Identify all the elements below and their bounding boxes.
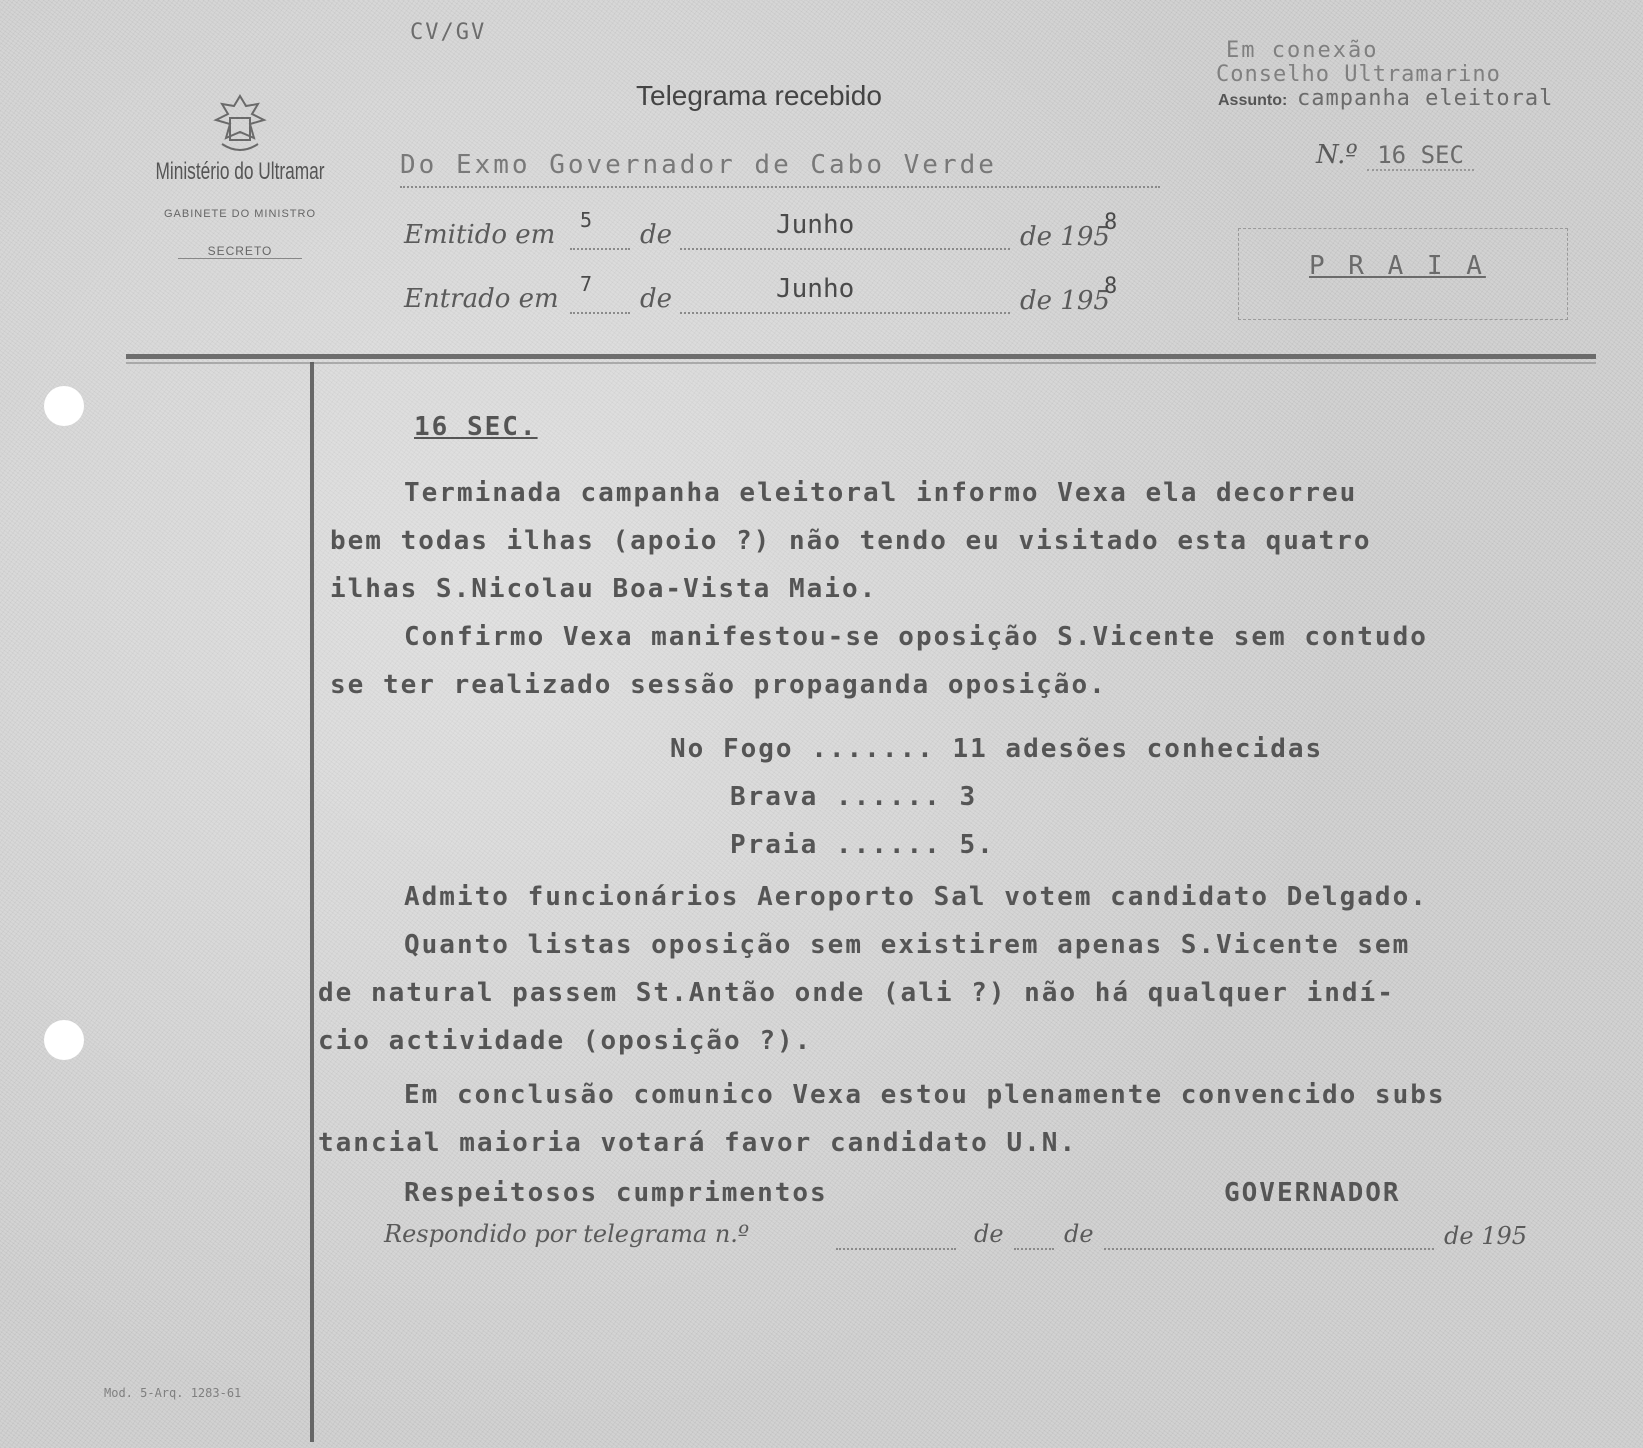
answered-year: de 195 <box>1444 1222 1528 1250</box>
margin-rule <box>310 362 314 1442</box>
entered-day: 7 <box>580 272 593 296</box>
message-number <box>1316 140 1474 170</box>
emitted-day-field <box>570 208 630 250</box>
page-title: Telegrama recebido <box>636 80 882 111</box>
entered-de: de <box>640 284 673 314</box>
body-line-3: ilhas S.Nicolau Boa-Vista Maio. <box>330 574 878 604</box>
printer-mark: Mod. 5-Arq. 1283-61 <box>104 1386 242 1400</box>
adhesion-praia: Praia ...... 5. <box>730 830 995 860</box>
ministry-block <box>120 92 360 259</box>
telegram-ref: 16 SEC. <box>414 412 538 442</box>
entered-month: Junho <box>776 274 855 304</box>
entered-month-field <box>680 274 1010 314</box>
subject-label: Assunto: <box>1218 92 1288 109</box>
emitted-line <box>404 208 1144 254</box>
body-line-10: Em conclusão comunico Vexa estou plenamente convencido subs <box>404 1080 1446 1110</box>
body-line-6: Admito funcionários Aeroporto Sal votem candidato Delgado. <box>404 882 1428 912</box>
punch-hole-top <box>44 386 84 426</box>
body-line-5: se ter realizado sessão propaganda oposição. <box>330 670 1107 700</box>
entered-day-field <box>570 272 630 314</box>
emitted-year: de 195 <box>1020 222 1110 252</box>
closing: Respeitosos cumprimentos <box>404 1178 828 1208</box>
answered-de-2: de <box>1064 1220 1094 1248</box>
answered-label: Respondido por telegrama n.º <box>384 1220 750 1248</box>
answered-de-1: de <box>974 1220 1004 1248</box>
body-line-4: Confirmo Vexa manifestou-se oposição S.Vicente sem contudo <box>404 622 1428 652</box>
answered-day-field <box>1014 1214 1054 1250</box>
destination: P R A I A <box>1309 251 1486 281</box>
emitted-month-field <box>680 210 1010 250</box>
body-line-2: bem todas ilhas (apoio ?) não tendo eu visitado esta quatro <box>330 526 1372 556</box>
body-line-9: cio actividade (oposição ?). <box>318 1026 813 1056</box>
emitted-de: de <box>640 220 673 250</box>
body-line-7: Quanto listas oposição sem existirem apenas S.Vicente sem <box>404 930 1411 960</box>
coat-of-arms-icon <box>200 92 280 162</box>
punch-hole-bottom <box>44 1020 84 1060</box>
emitted-label: Emitido em <box>404 220 556 250</box>
entered-year-suffix: 8 <box>1104 274 1118 299</box>
classification-label: SECRETO <box>178 244 303 259</box>
number-value: 16 SEC <box>1367 141 1474 171</box>
emitted-day: 5 <box>580 208 593 232</box>
answered-month-field <box>1104 1214 1434 1250</box>
sender-line <box>400 150 1160 188</box>
entered-year: de 195 <box>1020 286 1110 316</box>
adhesion-brava: Brava ...... 3 <box>730 782 978 812</box>
subject-line <box>1218 86 1553 111</box>
emitted-month: Junho <box>776 210 855 240</box>
sender: Do Exmo Governador de Cabo Verde <box>400 150 997 180</box>
ministry-name: Ministério do Ultramar <box>155 158 325 185</box>
answered-number-field <box>836 1214 956 1250</box>
signature: GOVERNADOR <box>1224 1178 1401 1208</box>
connection-line: Em conexão <box>1226 38 1379 63</box>
reference-code: CV/GV <box>410 20 487 45</box>
emitted-year-suffix: 8 <box>1104 210 1118 235</box>
destination-box <box>1238 228 1568 320</box>
entered-line <box>404 272 1144 318</box>
adhesion-fogo: No Fogo ....... 11 adesões conhecidas <box>670 734 1324 764</box>
number-label: N.º <box>1316 140 1358 170</box>
header-divider-shadow <box>126 362 1596 364</box>
answered-line <box>384 1214 1574 1254</box>
header-divider <box>126 354 1596 359</box>
council-line: Conselho Ultramarino <box>1216 62 1501 87</box>
body-line-8: de natural passem St.Antão onde (ali ?) não há qualquer indí- <box>318 978 1395 1008</box>
body-line-1: Terminada campanha eleitoral informo Vexa ela decorreu <box>404 478 1358 508</box>
body-line-11: tancial maioria votará favor candidato U.N. <box>318 1128 1078 1158</box>
subject-value: campanha eleitoral <box>1296 86 1554 111</box>
entered-label: Entrado em <box>404 284 559 314</box>
cabinet-label: GABINETE DO MINISTRO <box>163 208 316 220</box>
